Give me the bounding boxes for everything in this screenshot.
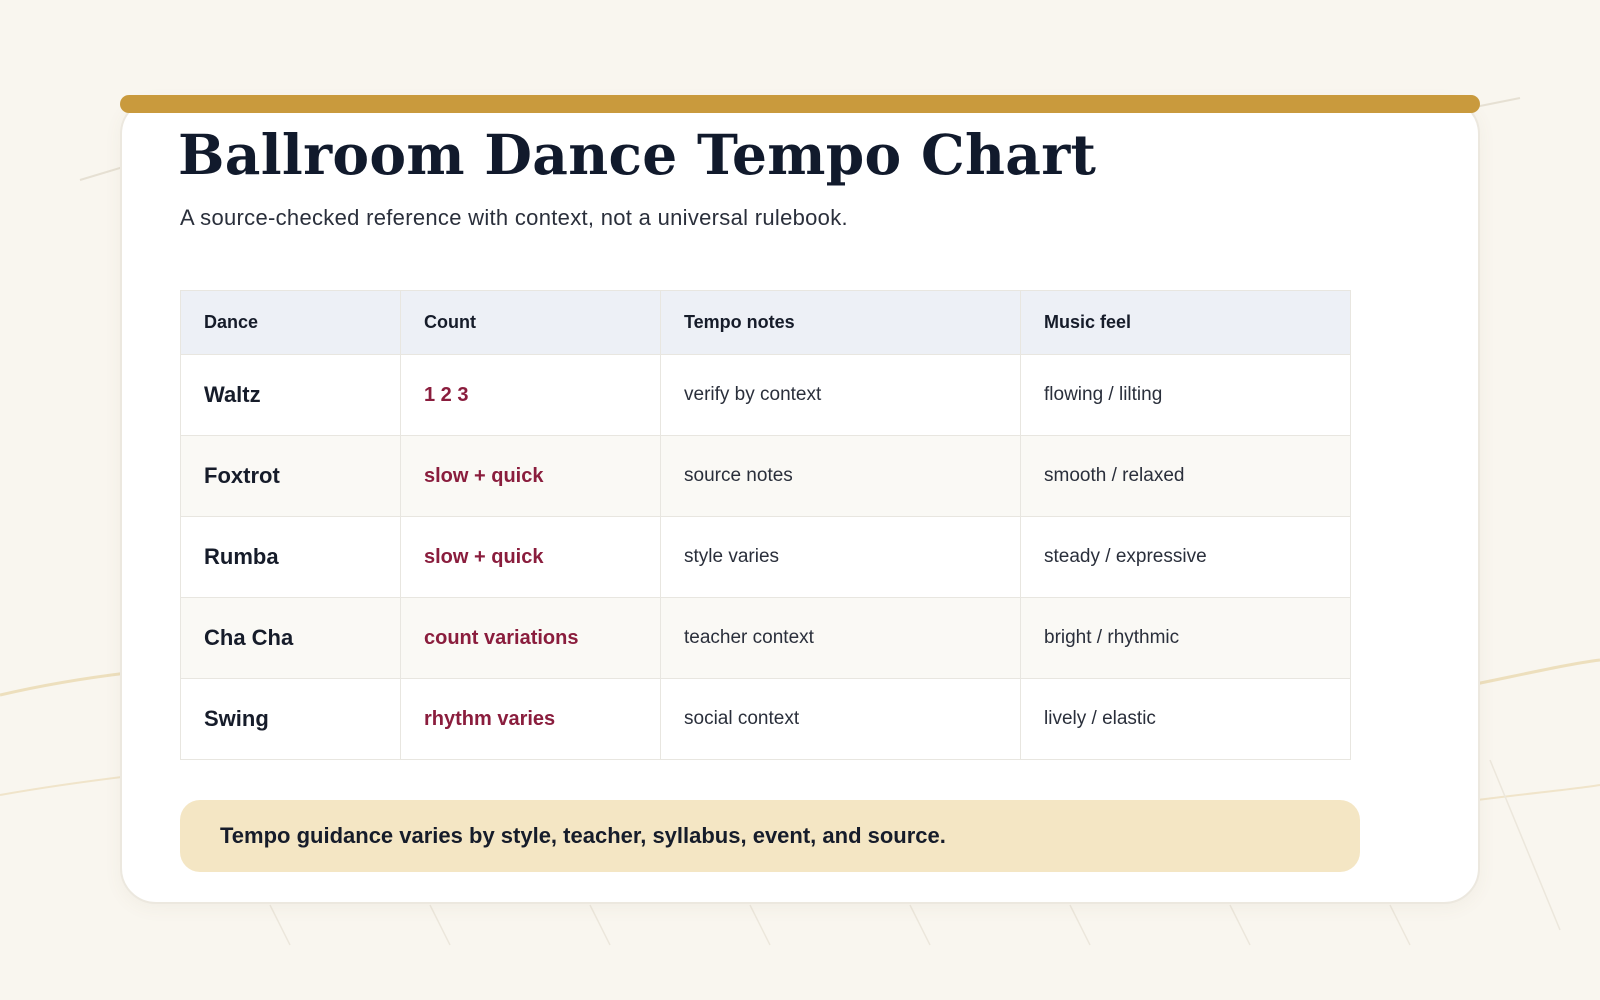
card-accent-bar [120,95,1480,113]
dance-cell: Foxtrot [181,436,401,517]
table-header-row [181,291,1351,355]
dance-cell: Rumba [181,517,401,598]
dance-cell: Cha Cha [181,598,401,679]
note-text: Tempo guidance varies by style, teacher, syllabus, event, and source. [220,823,946,848]
music-feel-cell: lively / elastic [1021,679,1351,760]
music-feel-cell: steady / expressive [1021,517,1351,598]
tempo-notes-cell: teacher context [661,598,1021,679]
count-cell: rhythm varies [401,679,661,760]
page-title: Ballroom Dance Tempo Chart [178,122,1097,187]
table-row [181,517,1351,598]
table-row [181,679,1351,760]
count-cell: slow + quick [401,517,661,598]
table-row [181,598,1351,679]
count-cell: slow + quick [401,436,661,517]
header-tempo-notes: Tempo notes [661,291,1021,355]
music-feel-cell: smooth / relaxed [1021,436,1351,517]
tempo-notes-cell: verify by context [661,355,1021,436]
header-dance: Dance [181,291,401,355]
tempo-guidance-note [180,800,1360,872]
music-feel-cell: flowing / lilting [1021,355,1351,436]
count-cell: 1 2 3 [401,355,661,436]
table-row [181,355,1351,436]
header-count: Count [401,291,661,355]
header-music-feel: Music feel [1021,291,1351,355]
music-feel-cell: bright / rhythmic [1021,598,1351,679]
tempo-notes-cell: style varies [661,517,1021,598]
dance-cell: Swing [181,679,401,760]
page-subtitle: A source-checked reference with context, not a universal rulebook. [180,205,848,230]
tempo-notes-cell: social context [661,679,1021,760]
tempo-notes-cell: source notes [661,436,1021,517]
dance-cell: Waltz [181,355,401,436]
table-row [181,436,1351,517]
tempo-table [180,290,1351,760]
count-cell: count variations [401,598,661,679]
